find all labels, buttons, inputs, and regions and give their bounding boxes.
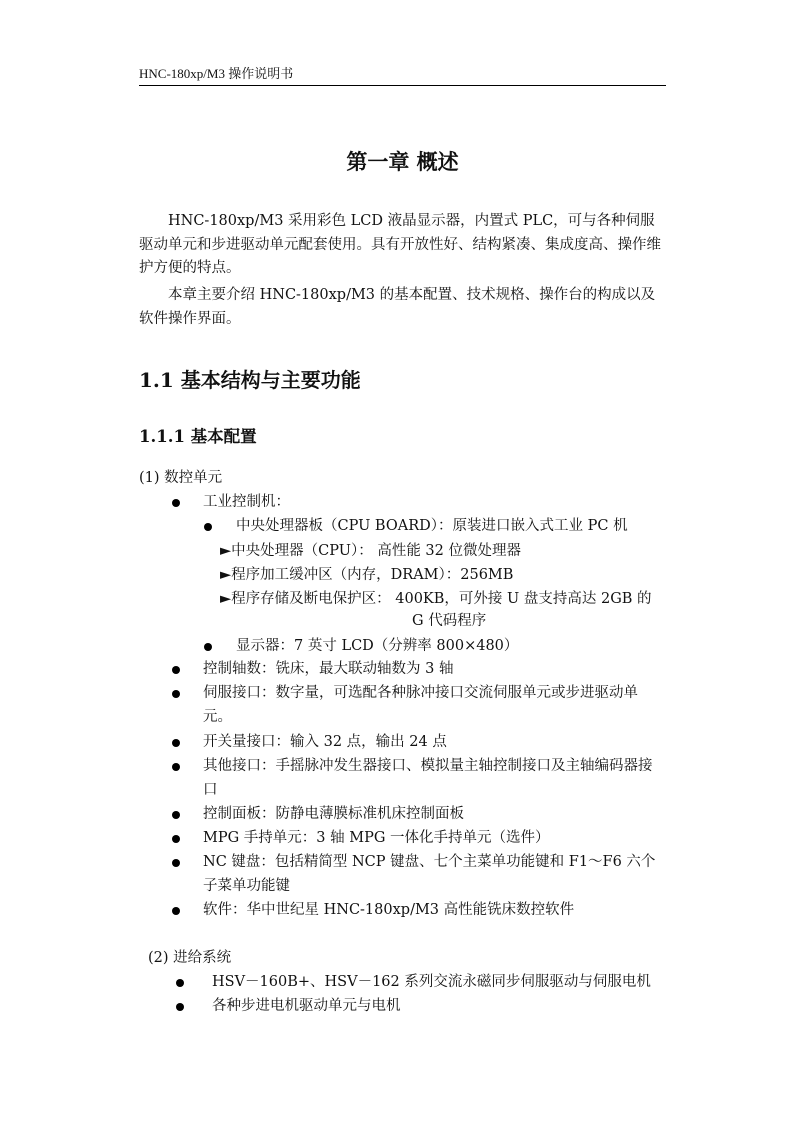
list-item-other-interfaces: 其他接口：手摇脉冲发生器接口、模拟量主轴控制接口及主轴编码器接口 — [203, 758, 653, 798]
list-item-cpu-board: 中央处理器板（CPU BOARD）：原装进口嵌入式工业 PC 机 — [236, 518, 628, 534]
subsection-heading: 1.1.1 基本配置 — [139, 427, 257, 446]
list-item-software: 软件：华中世纪星 HNC-180xp/M3 高性能铣床数控软件 — [203, 902, 575, 918]
intro-paragraph-2: 本章主要介绍 HNC-180xp/M3 的基本配置、技术规格、操作台的构成以及软件操作界面。 — [139, 287, 656, 327]
section-heading: 1.1 基本结构与主要功能 — [139, 368, 361, 392]
bullet-icon — [204, 523, 212, 531]
list-item-mpg: MPG 手持单元：3 轴 MPG 一体化手持单元（选件） — [203, 830, 550, 846]
bullet-icon — [172, 811, 180, 819]
list-item-axes: 控制轴数：铣床，最大联动轴数为 3 轴 — [203, 661, 454, 677]
chapter-title: 第一章 概述 — [346, 149, 459, 174]
bullet-icon — [172, 763, 180, 771]
sub-item-dram: ►程序加工缓冲区（内存，DRAM）：256MB — [220, 567, 514, 583]
bullet-icon — [172, 907, 180, 915]
bullet-icon — [172, 835, 180, 843]
bullet-icon — [172, 690, 180, 698]
list-item-stepper: 各种步进电机驱动单元与电机 — [212, 998, 401, 1014]
list-item-io: 开关量接口：输入 32 点，输出 24 点 — [203, 734, 447, 750]
list-item-ipc: 工业控制机： — [203, 494, 290, 510]
sub-item-storage-cont: G 代码程序 — [412, 613, 487, 629]
bullet-icon — [172, 859, 180, 867]
list-item-servo-drive: HSV－160B+、HSV－162 系列交流永磁同步伺服驱动与伺服电机 — [212, 974, 651, 990]
bullet-icon — [172, 739, 180, 747]
bullet-icon — [172, 499, 180, 507]
list-item-display: 显示器：7 英寸 LCD（分辨率 800×480） — [236, 638, 519, 654]
sub-item-storage: ►程序存储及断电保护区： 400KB，可外接 U 盘支持高达 2GB 的 — [220, 591, 652, 607]
bullet-icon — [176, 1003, 184, 1011]
group-label-numeric-control-unit: (1) 数控单元 — [139, 470, 223, 486]
group-label-feed-system: (2) 进给系统 — [148, 950, 232, 966]
list-item-nc-keyboard: NC 键盘：包括精简型 NCP 键盘、七个主菜单功能键和 F1～F6 六个子菜单功能键 — [203, 854, 656, 894]
bullet-icon — [204, 643, 212, 651]
list-item-servo: 伺服接口：数字量，可选配各种脉冲接口交流伺服单元或步进驱动单元。 — [203, 685, 638, 725]
intro-paragraph-1: HNC-180xp/M3 采用彩色 LCD 液晶显示器，内置式 PLC，可与各种伺服驱动单元和步进驱动单元配套使用。具有开放性好、结构紧凑、集成度高、操作维护方便的特点。 — [139, 213, 661, 276]
page-header: HNC-180xp/M3 操作说明书 — [139, 66, 666, 86]
bullet-icon — [172, 666, 180, 674]
list-item-panel: 控制面板：防静电薄膜标准机床控制面板 — [203, 806, 464, 822]
sub-item-cpu: ►中央处理器（CPU）： 高性能 32 位微处理器 — [220, 543, 521, 559]
bullet-icon — [176, 979, 184, 987]
